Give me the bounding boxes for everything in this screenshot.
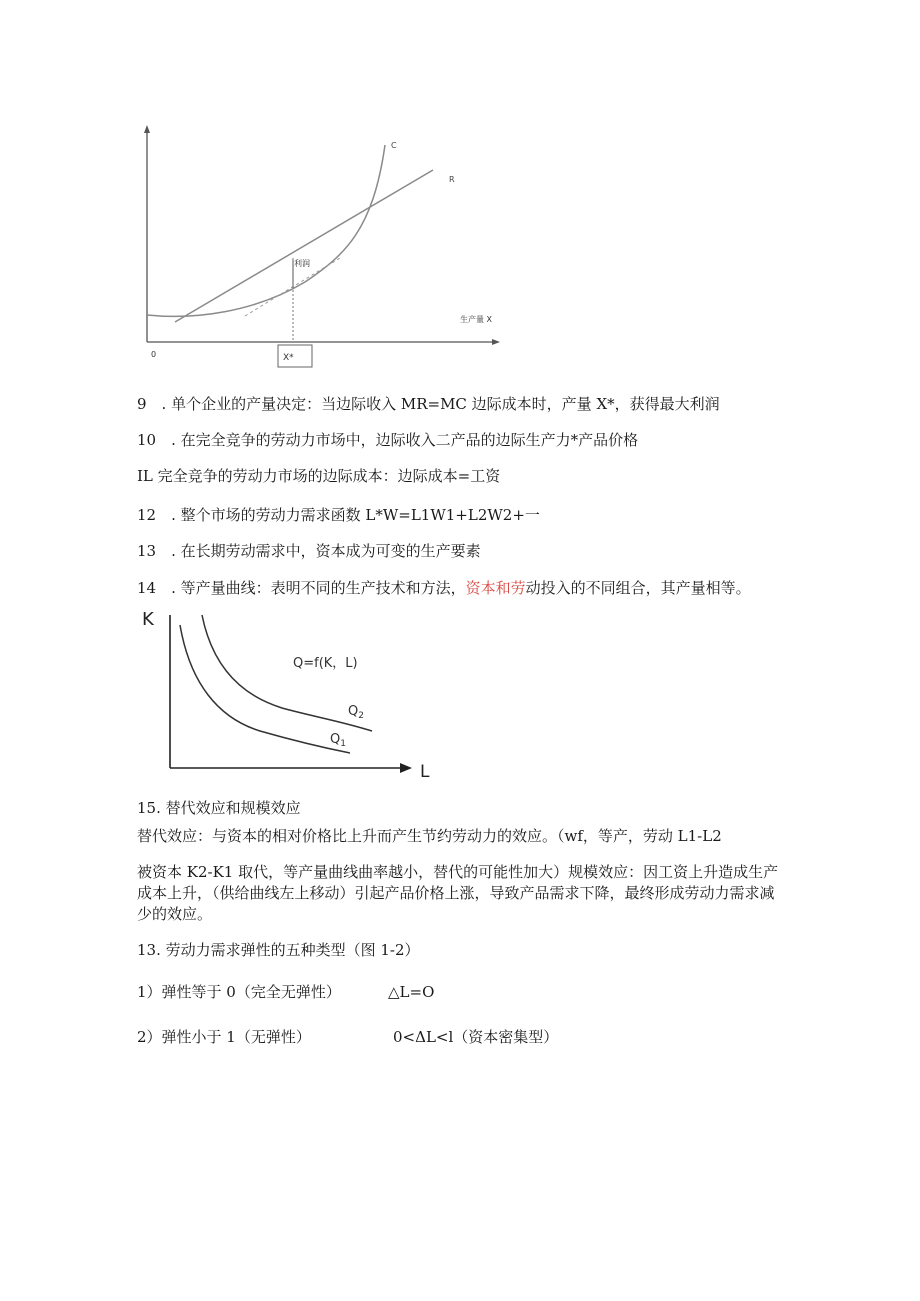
y-axis-arrow — [144, 125, 150, 133]
x-axis-arrow — [492, 339, 500, 345]
label-k: K — [142, 609, 154, 630]
highlight-text: 资本和劳 — [465, 579, 526, 597]
elasticity-item-2-value: 0<ΔL<l（资本密集型） — [393, 1028, 559, 1046]
label-q1: $Q_1$ — [330, 732, 346, 749]
cost-curve — [147, 145, 385, 316]
l-axis-arrow — [400, 763, 412, 773]
text-item-12: 12 . 整个市场的劳动力需求函数 L*W=L1W1+L2W2+一 — [137, 506, 540, 524]
text-item-14-start: 14 . 等产量曲线：表明不同的生产技术和方法， — [137, 579, 466, 597]
effects-paragraph: 被资本 K2-K1 取代，等产量曲线曲率越小，替代的可能性加大）规模效应：因工资上升造成生产成本上升，（供给曲线左上移动）引起产品价格上涨，导致产品需求下降，最终形成劳动力需求减少的效应。 — [137, 863, 779, 923]
profit-max-diagram — [135, 120, 510, 375]
text-item-13: 13 . 在长期劳动需求中，资本成为可变的生产要素 — [137, 542, 481, 560]
substitution-effect-line: 替代效应：与资本的相对价格比上升而产生节约劳动力的效应。（wf，等产，劳动 L1-L2 — [137, 827, 722, 845]
text-item-9: 9 . 单个企业的产量决定：当边际收入 MR=MC 边际成本时，产量 X*，获得最大利润 — [137, 395, 720, 413]
label-r: R — [449, 175, 455, 184]
text-item-11: IL 完全竞争的劳动力市场的边际成本：边际成本=工资 — [137, 467, 501, 485]
text-item-10: 10 . 在完全竞争的劳动力市场中，边际收入二产品的边际生产力*产品价格 — [137, 431, 639, 449]
elasticity-item-1-label: 1）弹性等于 0（完全无弹性） — [137, 983, 341, 1001]
elasticity-title: 13. 劳动力需求弹性的五种类型（图 1-2） — [137, 941, 420, 959]
label-q2: $Q_2$ — [348, 704, 364, 721]
label-profit: 利润 — [294, 259, 310, 268]
revenue-line — [175, 170, 433, 322]
isoquant-q2 — [202, 615, 372, 731]
label-c: C — [391, 141, 397, 150]
text-item-14 — [137, 578, 751, 598]
label-xstar: X* — [283, 353, 294, 363]
label-l: L — [420, 762, 430, 782]
label-x-axis: 生产量 X — [460, 315, 493, 324]
elasticity-item-2-label: 2）弹性小于 1（无弹性） — [137, 1028, 311, 1046]
section-15-title: 15. 替代效应和规模效应 — [137, 799, 301, 817]
isoquant-q1 — [180, 625, 350, 753]
isoquant-diagram — [140, 603, 440, 788]
label-origin: 0 — [151, 350, 157, 359]
elasticity-item-1-value: △L=O — [388, 983, 435, 1001]
text-item-14-end: 动投入的不同组合，其产量相等。 — [525, 579, 751, 597]
formula-label: Q=f(K，L) — [293, 656, 358, 671]
